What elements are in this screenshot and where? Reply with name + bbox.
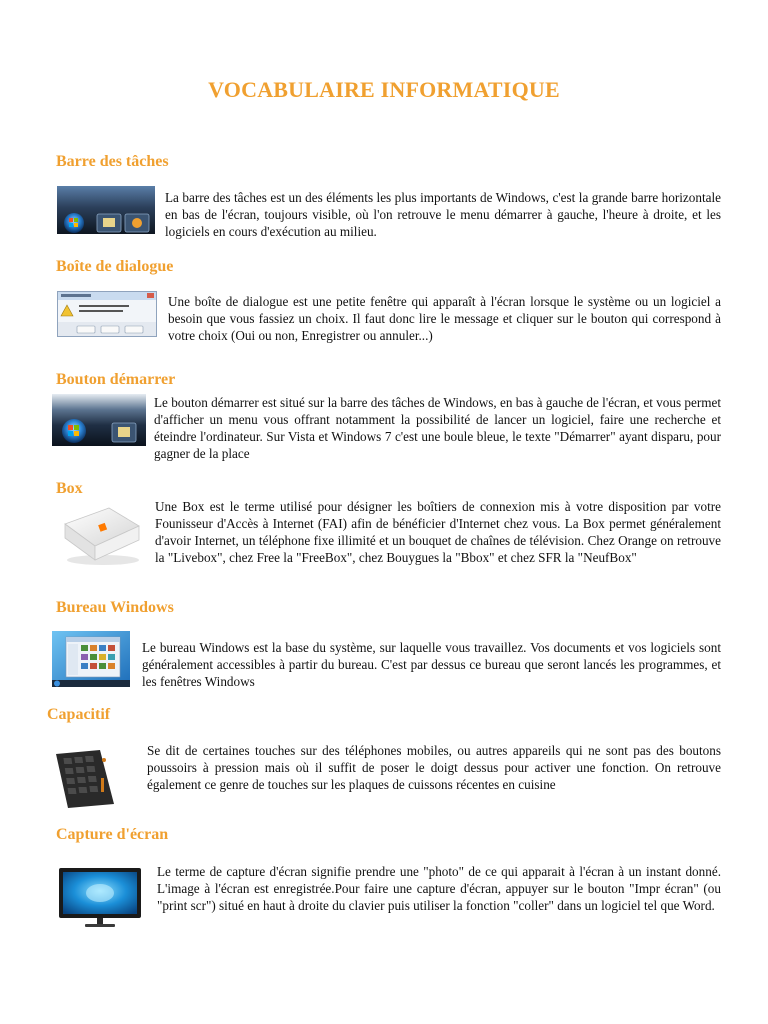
dialog-box-image [57,291,157,337]
heading-boite-de-dialogue: Boîte de dialogue [56,258,174,275]
paragraph-capture-d-ecran: Le terme de capture d'écran signifie prendre une "photo" de ce qui apparait à l'écran à un instant donné. L'image à l'écran est enregistrée.Pour faire une capture d'écran, appuyer sur le bouton "Impr écran" (ou "print scr") situé en haut à droite du clavier puis utiliser la fonction "coller" dans un logiciel tel que Word. [157,864,721,913]
windows-desktop-image [52,631,130,687]
keypad-image [54,748,116,810]
heading-box: Box [56,480,83,497]
paragraph-boite-de-dialogue: Une boîte de dialogue est une petite fenêtre qui apparaît à l'écran lorsque le système ou un logiciel a besoin que vous fassiez un choix. Il faut donc lire le message et cliquer sur le bouton qui correspond à votre choix (Oui ou non, Enregistrer ou annuler...) [168,294,721,343]
internet-box-image [57,502,145,568]
heading-bureau-windows: Bureau Windows [56,599,174,616]
paragraph-box: Une Box est le terme utilisé pour désigner les boîtiers de connexion mis à votre disposition par votre Founisseur d'Accès à Internet (FAI) afin de bénéficier d'Internet chez vous. La Box permet généralement d'avoir Internet, un téléphone fixe illimité et un bouquet de chaînes de télévision. Chez Orange on retrouve la "Livebox", chez Free la "FreeBox", chez Bouygues la "Bbox" et chez SFR la "NeufBox" [155,499,721,565]
start-button-image [52,394,146,446]
page-title: VOCABULAIRE INFORMATIQUE [208,77,560,102]
paragraph-bureau-windows: Le bureau Windows est la base du système, sur laquelle vous travaillez. Vos documents et vos logiciels sont généralement accessibles à partir du bureau. C'est par dessus ce bureau que seront lancés les programmes, et les fenêtres Windows [142,640,721,689]
paragraph-barre-des-taches: La barre des tâches est un des éléments les plus importants de Windows, c'est la grande barre horizontale en bas de l'écran, toujours visible, où l'on retrouve le menu démarrer à gauche, l'heure à droite, et les logiciels en cours d'exécution au milieu. [165,190,721,239]
monitor-image [57,864,143,930]
heading-capture-d-ecran: Capture d'écran [56,826,169,843]
taskbar-image [57,186,155,234]
paragraph-capacitif: Se dit de certaines touches sur des téléphones mobiles, ou autres appareils qui ne sont pas des boutons poussoirs à pression mais où il suffit de poser le doigt dessus pour activer une fonction. On retrouve également ce genre de touches sur les plaques de cuissons récentes en cuisine [147,743,721,792]
heading-barre-des-taches: Barre des tâches [56,153,169,170]
heading-capacitif: Capacitif [47,706,111,723]
paragraph-bouton-demarrer: Le bouton démarrer est situé sur la barre des tâches de Windows, en bas à gauche de l'écran, et vous permet d'afficher un menu vous offrant notamment la possibilité de lancer un logiciel, faire une recherche et éteindre l'ordinateur. Sur Vista et Windows 7 c'est une boule bleue, le texte "Démarrer" ayant disparu, pour gagner de la place [154,395,721,461]
heading-bouton-demarrer: Bouton démarrer [56,371,176,388]
